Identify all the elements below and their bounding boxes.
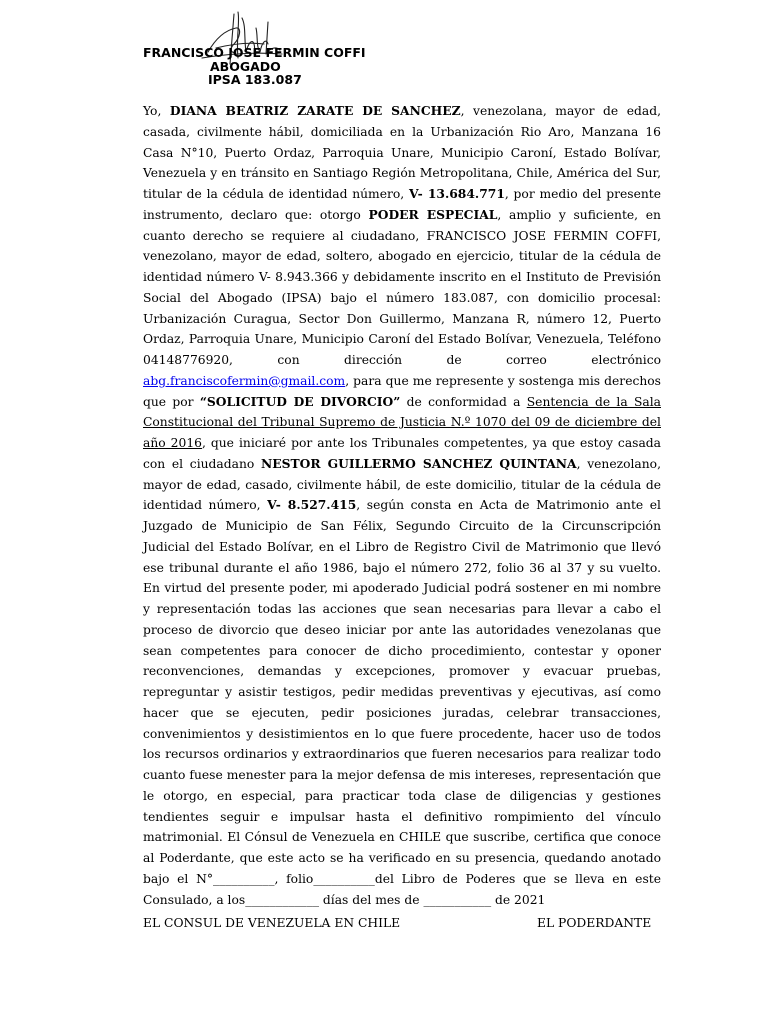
- consul-signature-label: EL CONSUL DE VENEZUELA EN CHILE: [143, 916, 401, 930]
- lawyer-ipsa-number: IPSA 183.087: [208, 72, 302, 87]
- text-segment: , para que me represente y sostenga mis derechos que por: [143, 373, 661, 409]
- text-segment: , según consta en Acta de Matrimonio ante el Juzgado de Municipio de San Félix, Segundo Circuito de la Circunscripción Judicial del Estado Bolívar, en el Libro de Registro Civil de Matrimonio que llevó ese tribunal durante el año 1986, bajo el número 272, folio 36 al 37 y su vuelto. En virtud del presente poder, mi apoderado Judicial podrá sostener en mi nombre y representación todas las acciones que sean necesarias para llevar a cabo el proceso de divorcio que deseo iniciar por ante las autoridades venezolanas que sean competentes para conocer de dicho procedimiento, contestar y oponer reconvenciones, demandas y excepciones, promover y evacuar pruebas, repreguntar y asistir testigos, pedir medidas preventivas y ejecutivas, así como hacer que se ejecuten, pedir posiciones juradas, celebrar transacciones, convenimientos y desistimientos en lo que fuere procedente, hacer uso de todos los recursos ordinarios y extraordinarios que fueren necesarios para realizar todo cuanto fuese menester para la mejor defensa de mis intereses, representación que le otorgo, en especial, para practicar toda clase de diligencias y gestiones tendientes seguir e impulsar hasta el definitivo rompimiento del vínculo matrimonial. El Cónsul de Venezuela en CHILE que suscribe, certifica que conoce al Poderdante, que este acto se ha verificado en su presencia, quedando anotado bajo el N°__________, folio__________del Libro de Poderes que se lleva en este Consulado, a los____________ días del mes de ___________ de 2021: [143, 498, 661, 907]
- text-segment: , venezolano, mayor de edad, casado, civilmente hábil, de este domicilio, titular de la cédula de identidad número,: [143, 456, 661, 513]
- request-type: “SOLICITUD DE DIVORCIO”: [199, 393, 401, 409]
- spouse-id: V- 8.527.415: [267, 497, 357, 513]
- text-segment: , amplio y suficiente, en cuanto derecho se requiere al ciudadano, FRANCISCO JOSE FERMIN COFFI, venezolano, mayor de edad, soltero, abogado en ejercicio, titular de la cédula de identidad número V- 8.943.366 y debidamente inscrito en el Instituto de Previsión Social del Abogado (IPSA) bajo el número 183.087, con domicilio procesal: Urbanización Curagua, Sector Don Guillermo, Manzana R, número 12, Puerto Ordaz, Parroquia Unare, Municipio Caroní del Estado Bolívar, Venezuela, Teléfono 04148776920, con dirección de correo electrónico: [143, 207, 661, 367]
- text-segment: , por medio del presente instrumento, declaro que: otorgo: [143, 187, 661, 222]
- court-ruling-reference: Sentencia de la Sala Constitucional del Tribunal Supremo de Justicia N.º 1070 del 09 de diciembre del año 2016: [143, 394, 661, 450]
- lawyer-title: ABOGADO: [210, 59, 281, 74]
- grantor-name: DIANA BEATRIZ ZARATE DE SANCHEZ: [169, 103, 461, 118]
- power-of-attorney-text: [143, 101, 661, 910]
- spouse-name: NESTOR GUILLERMO SANCHEZ QUINTANA: [260, 455, 577, 471]
- grantor-signature-label: EL PODERDANTE: [537, 916, 652, 930]
- text-segment: de conformidad a: [400, 394, 527, 409]
- lawyer-name: FRANCISCO JOSE FERMIN COFFI: [143, 45, 366, 60]
- grantor-id: V- 13.684.771: [408, 186, 505, 201]
- email-link[interactable]: abg.franciscofermin@gmail.com: [143, 373, 346, 388]
- text-segment: , venezolana, mayor de edad, casada, civilmente hábil, domiciliada en la Urbanización Rio Aro, Manzana 16 Casa N°10, Puerto Ordaz, Parroquia Unare, Municipio Caroní, Estado Bolívar, Venezuela y en tránsito en Santiago Región Metropolitana, Chile, América del Sur, titular de la cédula de identidad número,: [143, 104, 661, 201]
- text-segment: , que iniciaré por ante los Tribunales competentes, ya que estoy casada con el ciudadano: [143, 436, 661, 471]
- text-segment: Yo,: [143, 104, 170, 118]
- power-type: PODER ESPECIAL: [368, 206, 498, 222]
